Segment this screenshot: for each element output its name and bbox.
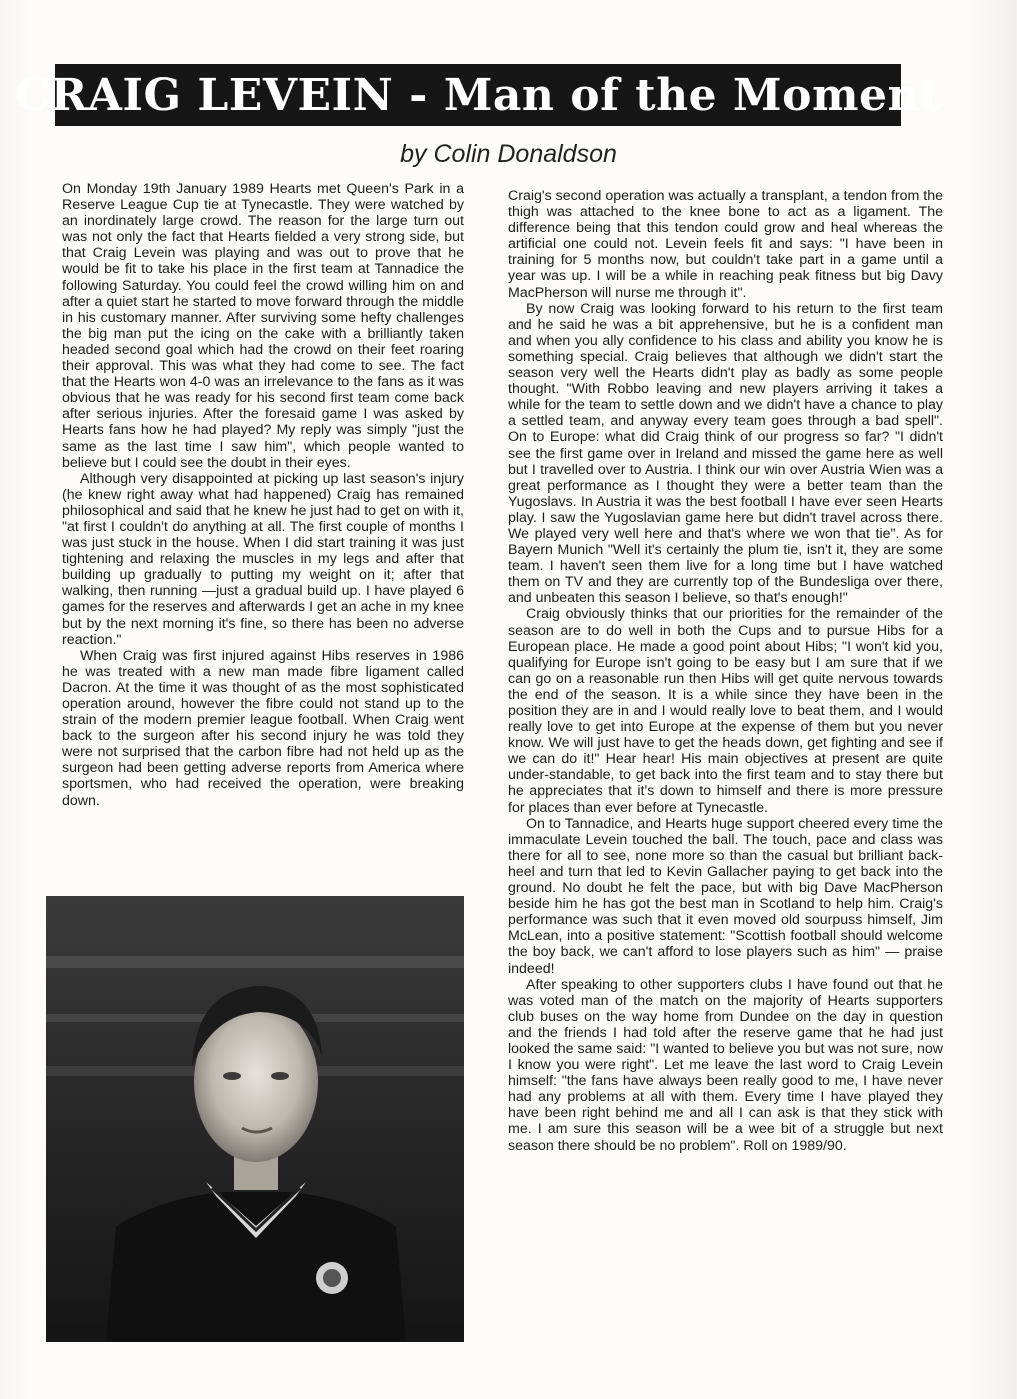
left-column (62, 181, 464, 809)
paragraph: On Monday 19th January 1989 Hearts met Queen's Park in a Reserve League Cup tie at Tynecastle. They were watched by an inordinately large crowd. The reason for the large turn out was not only the fact that Hearts fielded a very strong side, but that Craig Levein was playing and was out to prove that he would be fit to take his place in the first team at Tannadice the following Saturday. You could feel the crowd willing him on and after a quiet start he started to move forward through the middle in his customary manner. After surviving some hefty challenges the big man put the icing on the cake with a brilliantly taken headed second goal which had the crowd on their feet roaring their approval. This was what they had come to see. The fact that the Hearts won 4-0 was an irrelevance to the fans as it was obvious that he was ready for his second first team come back after serious injuries. After the foresaid game I was asked by Hearts fans how he had played? My reply was simply "just the same as the last time I saw him", which people wanted to believe but I could see the doubt in their eyes. (62, 181, 464, 471)
paragraph: After speaking to other supporters clubs I have found out that he was voted man of the match on the majority of Hearts supporters club buses on the way home from Dundee on the day in question and the friends I had told after the reserve game that he had just looked the same said: "I wanted to believe you but was not sure, now I know you were right". Let me leave the last word to Craig Levein himself: "the fans have always been really good to me, I have never had any problems at all with them. Every time I have played they have been right behind me and all I can ask is that they stick with me. I am sure this season will be a wee bit of a struggle but next season there should be no problem". Roll on 1989/90. (508, 976, 943, 1154)
paragraph: On to Tannadice, and Hearts huge support cheered every time the immaculate Levein touched the ball. The touch, pace and class was there for all to see, none more so than the casual but brilliant back-heel and turn that led to Kevin Gallacher paying to get back into the ground. No doubt he felt the pace, but with big Dave MacPherson beside him he has got the best man in Scotland to help him. Craig's performance was such that it even moved old sourpuss himself, Jim McLean, into a positive statement: "Scottish football should welcome the boy back, we can't afford to lose players such as him" — praise indeed! (508, 815, 943, 977)
right-column (508, 188, 943, 1154)
author-byline: by Colin Donaldson (400, 140, 617, 168)
title-banner (15, 64, 941, 126)
paragraph: By now Craig was looking forward to his return to the first team and he said he was a bit apprehensive, but he is a confident man and when you ally confidence to his class and ability you know he is something special. Craig believes that although we didn't start the season very well the Hearts didn't play as badly as some people thought. "With Robbo leaving and new players arriving it takes a while for the team to settle down and we didn't have a chance to play a settled team, and anyway every team goes through a bad spell". On to Europe: what did Craig think of our progress so far? "I didn't see the first game over in Ireland and missed the game here as well but I travelled over to Austria. I think our win over Austria Wien was a great performance as I thought they were a better team than the Yugoslavs. In Austria it was the best football I have ever seen Hearts play. I saw the Yugoslavian game here but didn't travel across there. We played very well here and that's where we won that tie". As for Bayern Munich "Well it's certainly the plum tie, isn't it, they are some team. I haven't seen them live for a long time but I have watched them on TV and they are currently top of the Bundesliga over there, and unbeaten this season I believe, so that's enough!" (508, 300, 943, 607)
paragraph: Craig obviously thinks that our priorities for the remainder of the season are to do well in both the Cups and to pursue Hibs for a European place. He made a good point about Hibs; "I won't kid you, qualifying for Europe isn't going to be easy but I am sure that if we can go on a reasonable run then Hibs will get quite nervous towards the end of the season. It is a while since they have been in the position they are in and I would really love to beat them, and I would really love to get into Europe at the expense of them but you never know. We will just have to get the heads down, get fighting and see if we can do it!" Hear hear! His main objectives at present are quite under-standable, to get back into the first team and to stay there but he appreciates that it's down to himself and there is more pressure for places than ever before at Tynecastle. (508, 606, 943, 816)
paragraph: Although very disappointed at picking up last season's injury (he knew right away what had happened) Craig has remained philosophical and said that he knew he just had to get on with it, "at first I couldn't do anything at all. The first couple of months I was just stuck in the house. When I did start training it was just tightening and relaxing the muscles in my legs and after that building up gradually to putting my weight on it; after that walking, then running —just a gradual build up. I have played 6 games for the reserves and afterwards I get an ache in my knee but by the next morning it's fine, so there has been no adverse reaction." (62, 470, 464, 648)
paragraph: When Craig was first injured against Hibs reserves in 1986 he was treated with a new man made fibre ligament called Dacron. At the time it was thought of as the most sophisticated operation around, however the fibre could not stand up to the strain of the modern premier league football. When Craig went back to the surgeon after his second injury he was told they were not surprised that the carbon fibre had not held up as the surgeon had been getting adverse reports from America where sportsmen, who had received the operation, were breaking down. (62, 647, 464, 809)
player-photo (46, 896, 464, 1342)
paragraph: Craig's second operation was actually a transplant, a tendon from the thigh was attached to the knee bone to act as a ligament. The difference being that this tendon could grow and heal whereas the artificial one could not. Levein feels fit and says: "I have been in training for 5 months now, but couldn't take part in a game until a year was up. I will be a while in reaching peak fitness but big Davy MacPherson will nurse me through it". (508, 188, 943, 301)
player-portrait-image (46, 896, 464, 1342)
article-title: CRAIG LEVEIN - Man of the Moment (15, 69, 941, 121)
